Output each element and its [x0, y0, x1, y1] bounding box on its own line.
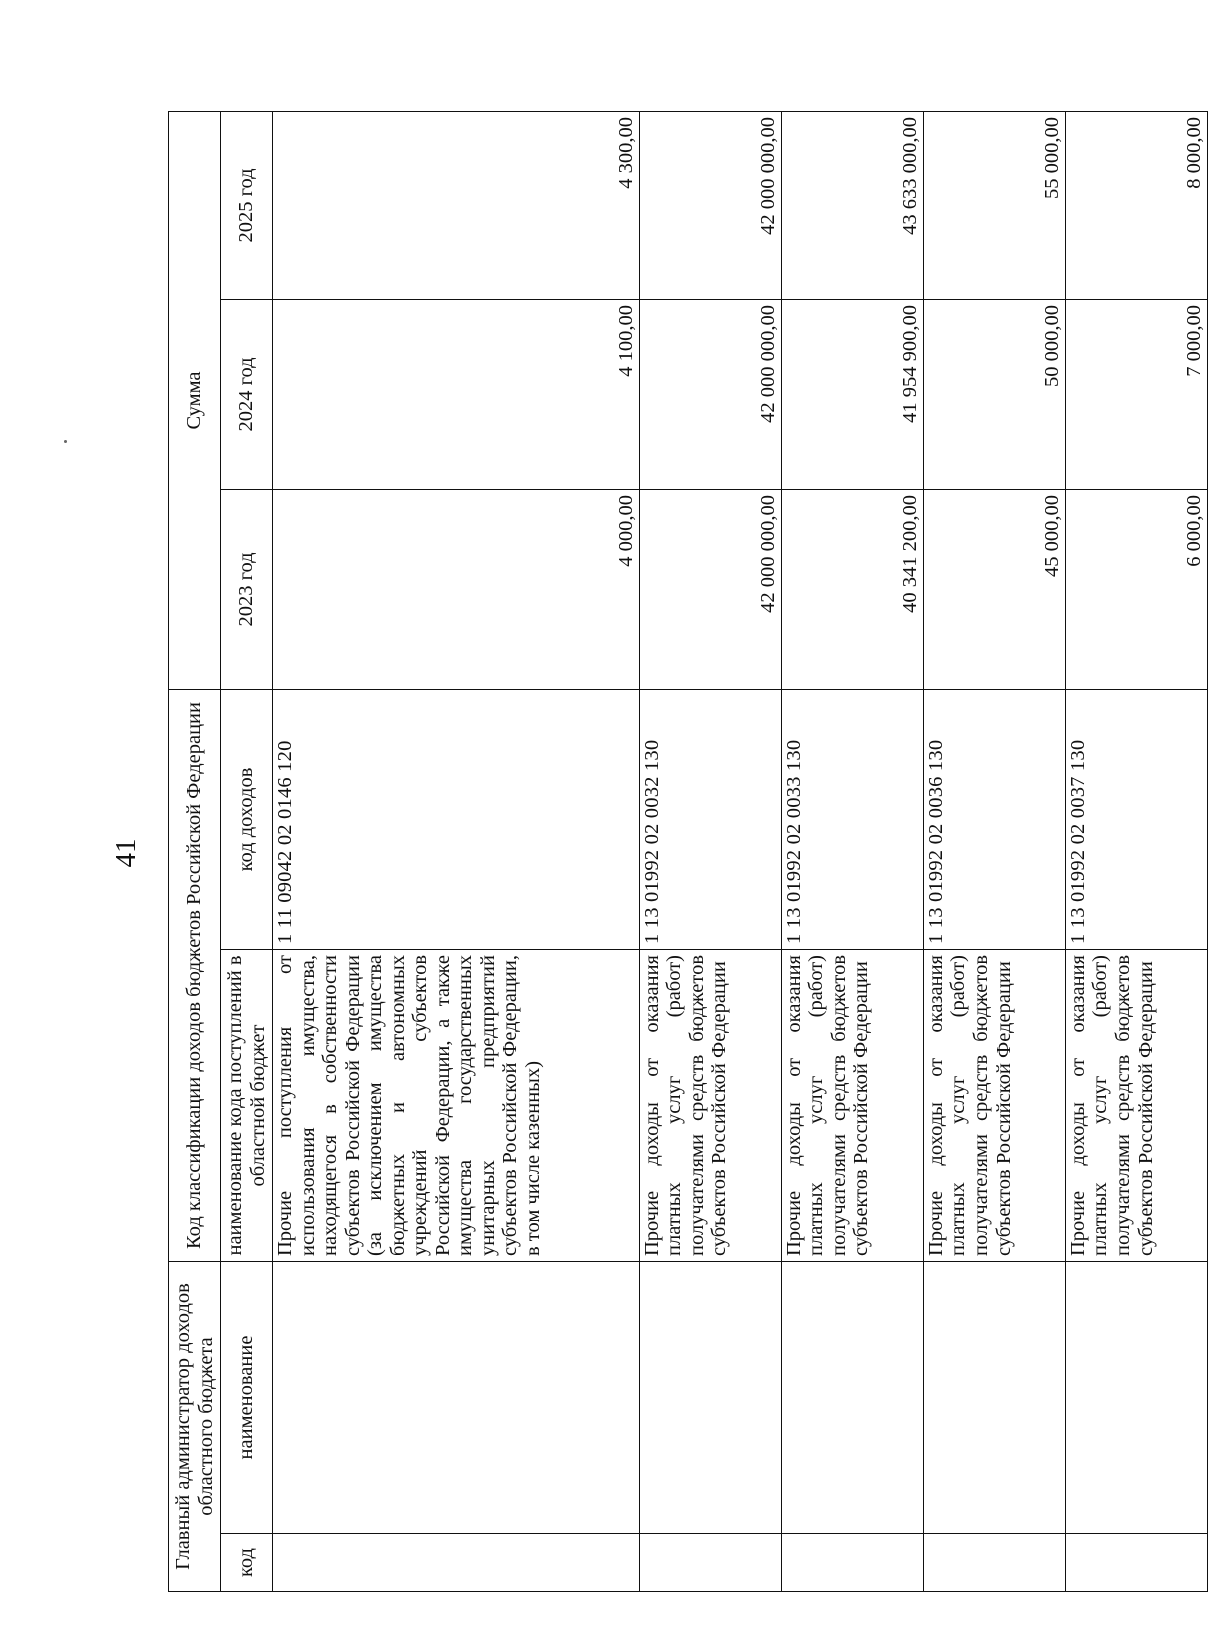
table-row	[923, 111, 1065, 1591]
header-col-name: наименование	[221, 1262, 273, 1534]
amount-2023-cell: 4 000,00	[273, 489, 640, 689]
header-col-income-name: наименование кода поступлений в областной бюджет	[221, 950, 273, 1262]
income-code-cell: 1 13 01992 02 0036 130	[923, 689, 1065, 949]
income-code-cell: 1 13 01992 02 0037 130	[1065, 689, 1207, 949]
amount-2025-cell: 42 000 000,00	[639, 111, 781, 299]
amount-2023-cell: 42 000 000,00	[639, 489, 781, 689]
admin-code-cell	[639, 1534, 781, 1592]
admin-name-cell	[923, 1262, 1065, 1534]
amount-2025-cell: 55 000,00	[923, 111, 1065, 299]
amount-2024-cell: 4 100,00	[273, 299, 640, 489]
amount-2023-cell: 45 000,00	[923, 489, 1065, 689]
admin-name-cell	[639, 1262, 781, 1534]
header-year-2023: 2023 год	[221, 489, 273, 689]
table-header	[169, 111, 273, 1591]
header-col-code: код	[221, 1534, 273, 1592]
income-description-cell: Прочие доходы от оказания платных услуг (работ) получателями средств бюджетов субъектов Российской Федерации	[639, 950, 781, 1262]
header-year-2024: 2024 год	[221, 299, 273, 489]
amount-2024-cell: 42 000 000,00	[639, 299, 781, 489]
amount-2025-cell: 4 300,00	[273, 111, 640, 299]
header-year-2025: 2025 год	[221, 111, 273, 299]
income-code-cell: 1 11 09042 02 0146 120	[273, 689, 640, 949]
amount-2023-cell: 40 341 200,00	[781, 489, 923, 689]
amount-2025-cell: 43 633 000,00	[781, 111, 923, 299]
table-rotation-frame	[168, 112, 1208, 1592]
amount-2025-cell: 8 000,00	[1065, 111, 1207, 299]
admin-code-cell	[781, 1534, 923, 1592]
table-row	[1065, 111, 1207, 1591]
income-table	[168, 111, 1208, 1592]
table-row	[781, 111, 923, 1591]
header-kbk-group: Код классификации доходов бюджетов Российской Федерации	[169, 689, 221, 1261]
admin-name-cell	[1065, 1262, 1207, 1534]
table-row	[273, 111, 640, 1591]
amount-2024-cell: 41 954 900,00	[781, 299, 923, 489]
admin-name-cell	[781, 1262, 923, 1534]
admin-code-cell	[923, 1534, 1065, 1592]
header-sum-group: Сумма	[169, 111, 221, 689]
scan-speck	[64, 440, 67, 443]
income-code-cell: 1 13 01992 02 0033 130	[781, 689, 923, 949]
amount-2023-cell: 6 000,00	[1065, 489, 1207, 689]
amount-2024-cell: 50 000,00	[923, 299, 1065, 489]
income-code-cell: 1 13 01992 02 0032 130	[639, 689, 781, 949]
admin-name-cell	[273, 1262, 640, 1534]
income-description-cell: Прочие поступления от использования имущества, находящегося в собственности субъектов Российской Федерации (за исключением имущества бюджетных и автономных учреждений субъектов Российской Федерации, а также имущества государственных унитарных предприятий субъектов Российской Федерации, в том числе казенных)	[273, 950, 640, 1262]
admin-code-cell	[273, 1534, 640, 1592]
income-description-cell: Прочие доходы от оказания платных услуг (работ) получателями средств бюджетов субъектов Российской Федерации	[1065, 950, 1207, 1262]
header-admin-group: Главный администратор доходов областного бюджета	[169, 1262, 221, 1592]
income-description-cell: Прочие доходы от оказания платных услуг (работ) получателями средств бюджетов субъектов Российской Федерации	[923, 950, 1065, 1262]
page-number: 41	[110, 838, 142, 868]
table-row	[639, 111, 781, 1591]
header-col-income-code: код доходов	[221, 689, 273, 949]
admin-code-cell	[1065, 1534, 1207, 1592]
table-body	[273, 111, 1208, 1591]
amount-2024-cell: 7 000,00	[1065, 299, 1207, 489]
income-description-cell: Прочие доходы от оказания платных услуг (работ) получателями средств бюджетов субъектов Российской Федерации	[781, 950, 923, 1262]
